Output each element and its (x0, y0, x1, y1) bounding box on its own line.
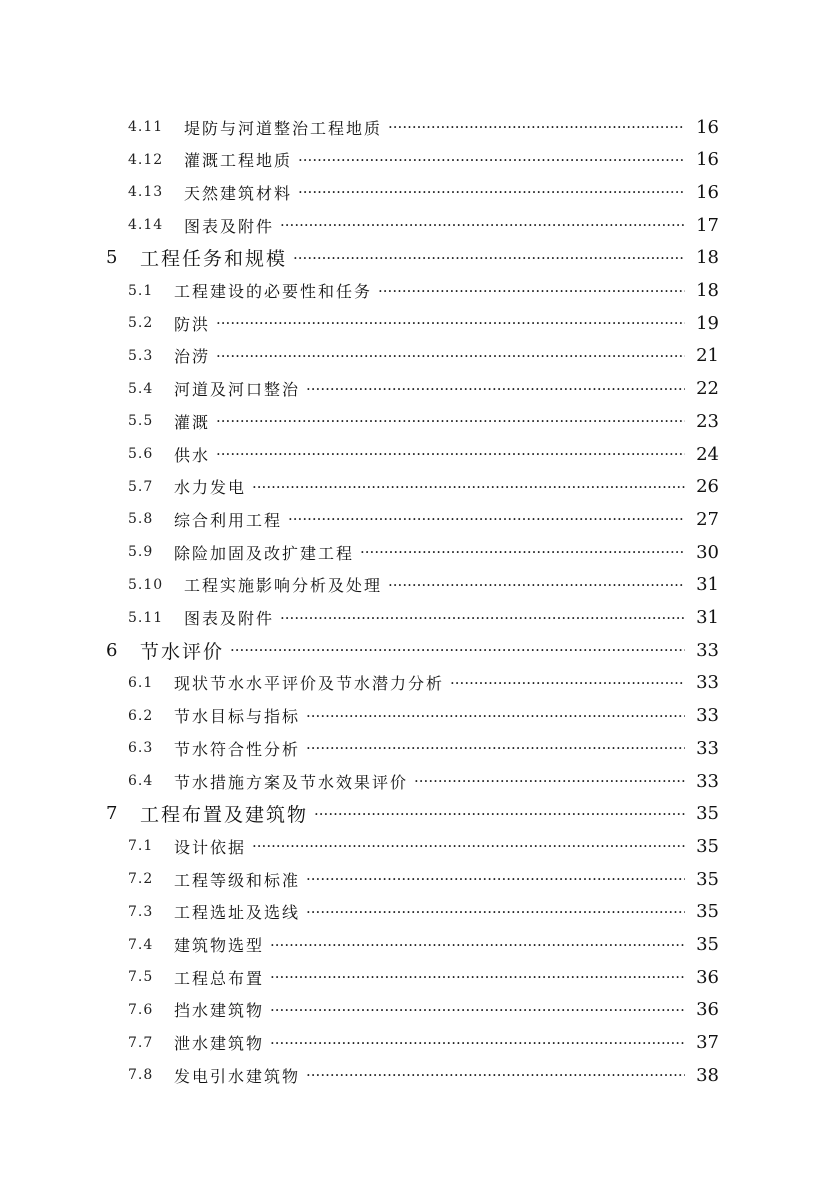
dot-leader (216, 314, 685, 332)
dot-leader (280, 609, 685, 627)
toc-section-entry[interactable] (128, 113, 719, 141)
toc-entry-title: 工程布置及建筑物 (140, 804, 309, 827)
dot-leader (414, 772, 685, 790)
toc-section-entry[interactable] (128, 832, 719, 860)
toc-entry-number: 6.1 (128, 674, 154, 691)
toc-chapter-entry[interactable] (106, 244, 719, 272)
toc-entry-page-number: 22 (696, 378, 719, 400)
dot-leader (270, 968, 685, 986)
toc-entry-title: 综合利用工程 (174, 510, 283, 530)
dot-leader (314, 805, 685, 823)
toc-section-entry[interactable] (128, 604, 719, 632)
dot-leader (230, 641, 685, 659)
toc-entry-page-number: 26 (696, 476, 719, 498)
toc-entry-page-number: 33 (696, 672, 719, 694)
toc-entry-number: 5.2 (128, 315, 154, 332)
toc-entry-title: 节水符合性分析 (174, 739, 301, 759)
toc-section-entry[interactable] (128, 669, 719, 697)
toc-entry-title: 工程选址及选线 (174, 903, 301, 923)
dot-leader (306, 707, 685, 725)
dot-leader (280, 216, 685, 234)
dot-leader (216, 412, 685, 430)
toc-entry-page-number: 23 (696, 410, 719, 432)
toc-entry-title: 现状节水水平评价及节水潜力分析 (174, 674, 445, 694)
toc-entry-number: 5.5 (128, 413, 154, 430)
toc-entry-page-number: 16 (696, 149, 719, 171)
toc-entry-title: 天然建筑材料 (184, 183, 293, 203)
toc-entry-title: 供水 (174, 445, 211, 465)
toc-entry-page-number: 33 (696, 770, 719, 792)
dot-leader (298, 183, 685, 201)
toc-entry-page-number: 17 (696, 214, 719, 236)
toc-entry-page-number: 35 (696, 934, 719, 955)
toc-entry-number: 7 (106, 803, 119, 825)
toc-entry-number: 5 (106, 247, 119, 269)
toc-entry-title: 泄水建筑物 (174, 1034, 265, 1054)
toc-entry-number: 6.2 (128, 707, 154, 724)
toc-section-entry[interactable] (128, 146, 719, 174)
toc-entry-title: 灌溉 (174, 412, 211, 432)
toc-entry-number: 5.1 (128, 282, 154, 299)
toc-entry-page-number: 36 (696, 999, 719, 1021)
toc-entry-title: 节水评价 (140, 640, 225, 663)
dot-leader (252, 837, 685, 855)
dot-leader (306, 870, 685, 888)
toc-entry-number: 5.6 (128, 446, 154, 462)
toc-entry-page-number: 36 (696, 966, 719, 988)
toc-entry-number: 7.7 (128, 1034, 154, 1051)
toc-section-entry[interactable] (128, 1029, 719, 1057)
toc-entry-page-number: 24 (696, 443, 719, 465)
toc-section-entry[interactable] (128, 963, 719, 991)
dot-leader (360, 543, 685, 561)
toc-entry-number: 4.14 (128, 217, 164, 234)
toc-entry-page-number: 21 (696, 345, 719, 367)
toc-section-entry[interactable] (128, 277, 719, 305)
toc-entry-page-number: 38 (696, 1064, 719, 1086)
toc-entry-title: 除险加固及改扩建工程 (174, 543, 355, 563)
toc-section-entry[interactable] (128, 538, 719, 566)
toc-entry-title: 设计依据 (174, 837, 247, 857)
toc-entry-title: 节水目标与指标 (174, 707, 301, 727)
toc-entry-number: 5.7 (128, 478, 154, 495)
toc-entry-title: 发电引水建筑物 (174, 1066, 301, 1086)
toc-entry-page-number: 35 (696, 868, 719, 890)
toc-entry-number: 5.4 (128, 380, 154, 397)
toc-entry-number: 5.11 (128, 609, 164, 626)
toc-entry-title: 河道及河口整治 (174, 380, 301, 400)
dot-leader (293, 249, 685, 267)
toc-entry-page-number: 35 (696, 835, 719, 857)
toc-entry-page-number: 16 (696, 116, 719, 138)
toc-section-entry[interactable] (128, 996, 719, 1024)
toc-entry-page-number: 33 (696, 639, 719, 661)
dot-leader (306, 1066, 685, 1084)
toc-entry-page-number: 37 (696, 1032, 719, 1054)
dot-leader (270, 936, 685, 954)
toc-entry-number: 7.1 (128, 838, 154, 855)
toc-entry-title: 节水措施方案及节水效果评价 (174, 772, 409, 792)
toc-entry-title: 水力发电 (174, 478, 247, 498)
toc-section-entry[interactable] (128, 702, 719, 730)
toc-entry-title: 建筑物选型 (174, 936, 265, 955)
dot-leader (388, 576, 685, 594)
dot-leader (252, 478, 685, 496)
toc-section-entry[interactable] (128, 178, 719, 206)
toc-entry-page-number: 19 (696, 312, 719, 334)
toc-entry-title: 工程建设的必要性和任务 (174, 282, 373, 301)
toc-chapter-entry[interactable] (106, 636, 719, 664)
dot-leader (306, 903, 685, 921)
dot-leader (306, 380, 685, 398)
toc-entry-page-number: 35 (696, 803, 719, 825)
toc-section-entry[interactable] (128, 571, 719, 599)
toc-entry-page-number: 31 (696, 574, 719, 596)
dot-leader (298, 151, 685, 169)
toc-section-entry[interactable] (128, 375, 719, 403)
dot-leader (306, 739, 685, 757)
toc-entry-number: 4.13 (128, 184, 164, 201)
toc-section-entry[interactable] (128, 407, 719, 435)
toc-entry-title: 工程实施影响分析及处理 (184, 576, 383, 596)
dot-leader (288, 510, 685, 528)
toc-entry-title: 治涝 (174, 347, 211, 367)
toc-section-entry[interactable] (128, 342, 719, 370)
toc-entry-number: 5.3 (128, 347, 154, 364)
toc-section-entry[interactable] (128, 473, 719, 501)
toc-entry-title: 工程任务和规模 (140, 248, 288, 271)
dot-leader (216, 445, 685, 463)
toc-entry-number: 7.8 (128, 1067, 154, 1084)
toc-entry-number: 6.4 (128, 773, 154, 789)
toc-entry-page-number: 33 (696, 737, 719, 759)
toc-section-entry[interactable] (128, 505, 719, 533)
toc-entry-title: 工程总布置 (174, 968, 265, 988)
dot-leader (270, 1034, 685, 1052)
toc-entry-title: 挡水建筑物 (174, 1001, 265, 1021)
toc-section-entry[interactable] (128, 440, 719, 468)
toc-entry-number: 7.6 (128, 1001, 154, 1018)
toc-chapter-entry[interactable] (106, 800, 719, 828)
toc-section-entry[interactable] (128, 309, 719, 337)
toc-entry-number: 6 (106, 639, 119, 661)
dot-leader (378, 282, 685, 300)
dot-leader (216, 347, 685, 365)
toc-entry-number: 5.9 (128, 544, 154, 561)
toc-entry-page-number: 16 (696, 181, 719, 203)
toc-entry-number: 7.5 (128, 969, 154, 986)
toc-entry-title: 图表及附件 (184, 216, 275, 236)
toc-entry-title: 灌溉工程地质 (184, 151, 293, 171)
toc-section-entry[interactable] (128, 211, 719, 239)
toc-entry-page-number: 35 (696, 901, 719, 923)
toc-section-entry[interactable] (128, 734, 719, 762)
toc-section-entry[interactable] (128, 931, 719, 959)
toc-entry-number: 5.8 (128, 511, 154, 528)
toc-entry-number: 6.3 (128, 740, 154, 757)
toc-entry-page-number: 31 (696, 607, 719, 628)
toc-entry-title: 工程等级和标准 (174, 870, 301, 890)
dot-leader (450, 674, 685, 692)
dot-leader (388, 118, 685, 136)
toc-entry-number: 7.2 (128, 871, 154, 888)
toc-entry-number: 5.10 (128, 576, 164, 593)
toc-entry-page-number: 30 (696, 541, 719, 563)
toc-section-entry[interactable] (128, 865, 719, 893)
toc-entry-number: 7.4 (128, 936, 154, 953)
toc-entry-page-number: 18 (696, 247, 719, 269)
toc-entry-title: 防洪 (174, 314, 211, 334)
toc-section-entry[interactable] (128, 767, 719, 795)
toc-entry-number: 7.3 (128, 903, 154, 920)
toc-entry-title: 堤防与河道整治工程地质 (184, 118, 383, 138)
toc-section-entry[interactable] (128, 898, 719, 926)
toc-entry-number: 4.12 (128, 151, 164, 168)
toc-section-entry[interactable] (128, 1061, 719, 1089)
toc-entry-page-number: 18 (696, 280, 719, 301)
toc-entry-page-number: 27 (696, 508, 719, 530)
toc-entry-title: 图表及附件 (184, 609, 275, 628)
dot-leader (270, 1001, 685, 1019)
toc-entry-page-number: 33 (696, 705, 719, 727)
toc-entry-number: 4.11 (128, 119, 164, 135)
